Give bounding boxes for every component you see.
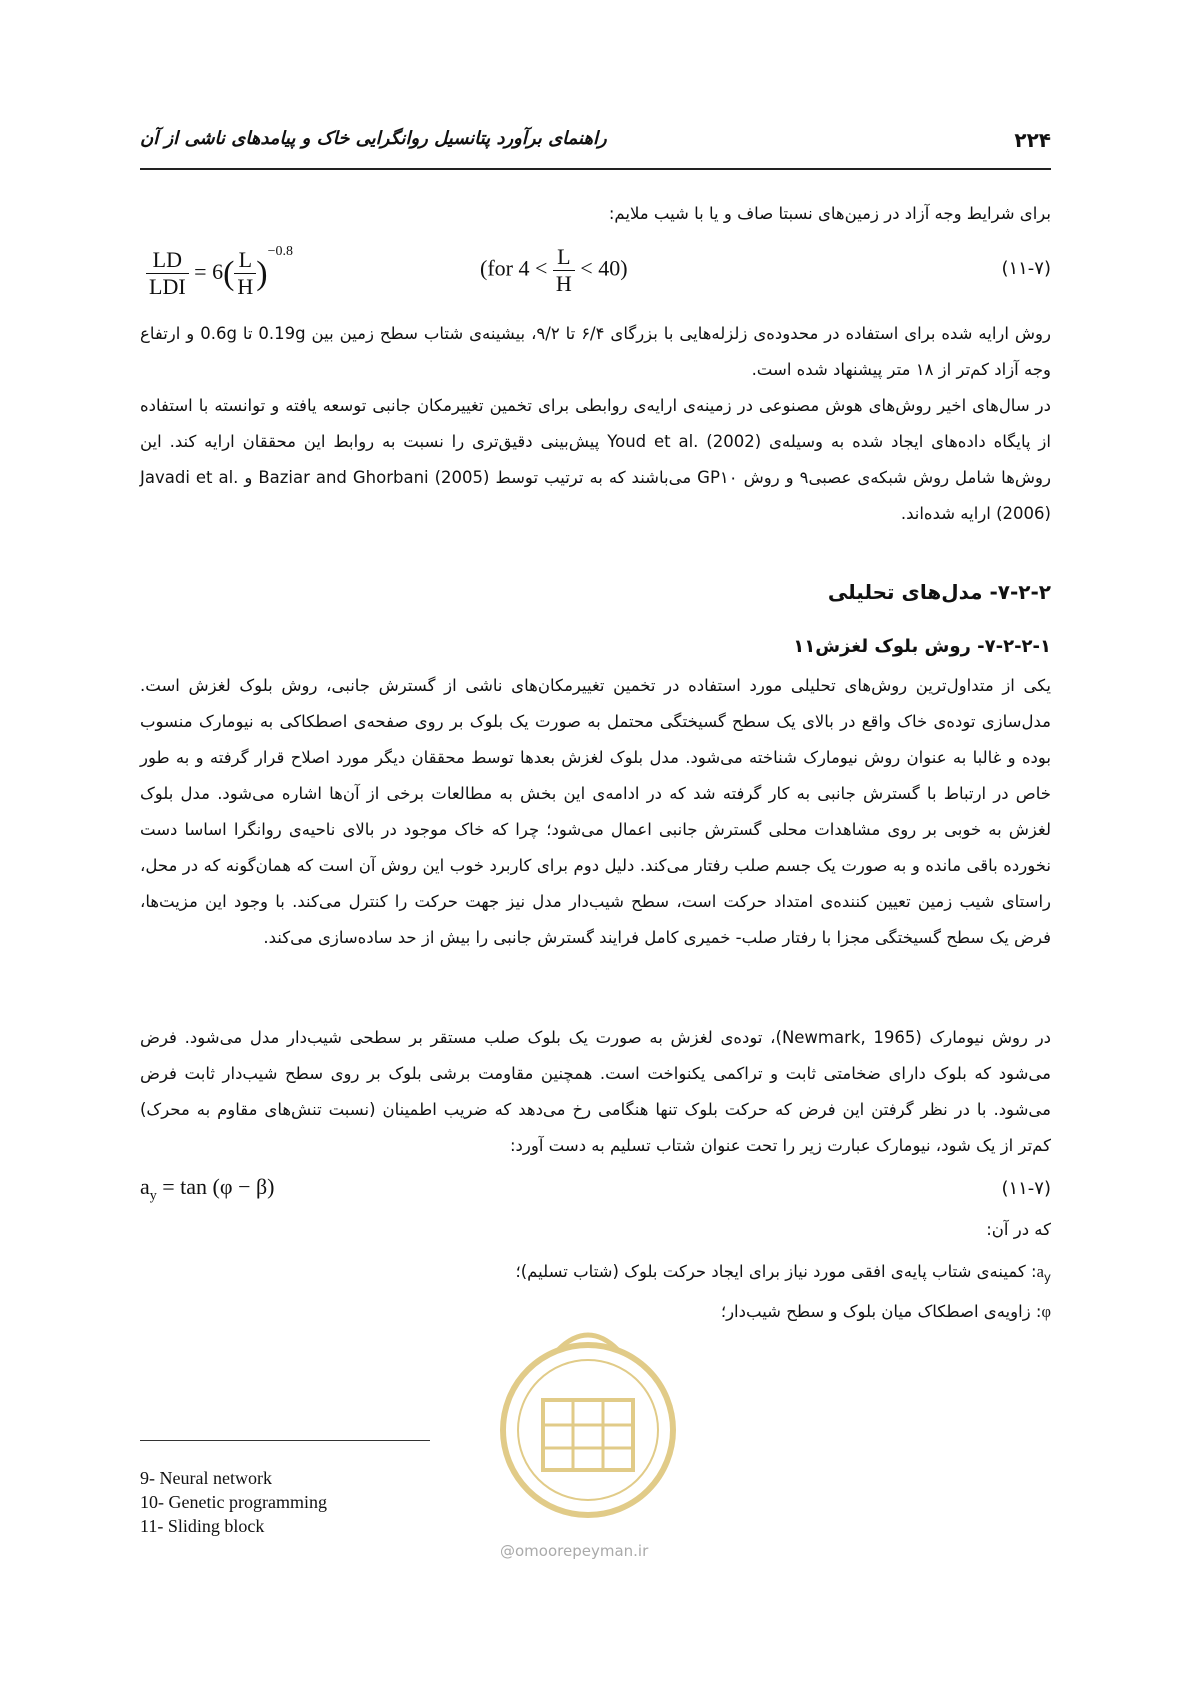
eq1-lhs: $\frac{LD}{\text{LDI}}$ xyxy=(146,247,189,300)
watermark-url: @omoorepeyman.ir xyxy=(500,1542,649,1560)
eq2-number: (۱۱-۷) xyxy=(1001,1178,1051,1199)
paragraph-2: در سال‌های اخیر روش‌های هوش مصنوعی در زمینه‌ی ارایه‌ی روابطی برای تخمین تغییرمکان جانبی توسعه یافته و توانسته با استفاده از پایگاه داده‌های ایجاد شده به وسیله‌ی Youd et al. (2002) پیش‌بینی دقیق‌تری را نسبت به روابط این محققان ارایه کند. این روش‌ها شامل روش شبکه‌ی عصبی۹ و روش GP۱۰ می‌باشند که به ترتیب توسط Baziar and Ghorbani (2005) و Javadi et al. (2006) ارایه شده‌اند. xyxy=(140,396,1051,523)
section-heading: ۷-۲-۲- مدل‌های تحلیلی xyxy=(827,580,1051,604)
eq1-inner: $\frac{L}{H}$ xyxy=(234,247,256,300)
header-divider xyxy=(140,168,1051,170)
running-title: راهنمای برآورد پتانسیل روانگرایی خاک و پیامدهای ناشی از آن xyxy=(140,128,607,149)
footnotes xyxy=(140,1466,327,1538)
paragraph-4: در روش نیومارک (Newmark, 1965)، توده‌ی لغزش به صورت یک بلوک صلب مستقر بر سطحی شیب‌دار مدل می‌شود. فرض می‌شود که بلوک دارای ضخامتی ثابت و تراکمی یکنواخت است. همچنین مقاومت برشی بلوک بر روی سطح شیب‌دار ثابت فرض می‌شود. با در نظر گرفتن این فرض که حرکت بلوک تنها هنگامی رخ می‌دهد که ضریب اطمینان (نسبت تنش‌های مقاوم به محرک) کم‌تر از یک شود، نیومارک عبارت زیر را تحت عنوان شتاب تسلیم به دست آورد: xyxy=(140,1028,1052,1155)
equation-2: $a_y = \tan (\varphi - \beta)$ (۱۱-۷) xyxy=(140,1174,1051,1204)
definition-ay: $a_y$: کمینه‌ی شتاب پایه‌ی افقی مورد نیاز برای ایجاد حرکت بلوک (شتاب تسلیم)؛ xyxy=(515,1262,1051,1285)
where-line: که در آن: xyxy=(986,1220,1051,1239)
footnote-item: 10- Genetic programming xyxy=(140,1492,327,1512)
paragraph-1: روش ارایه شده برای استفاده در محدوده‌ی زلزله‌هایی با بزرگای ۶/۴ تا ۹/۲، بیشینه‌ی شتاب سطح زمین بین 0.19g تا 0.6g و ارتفاع وجه آزاد کم‌تر از ۱۸ متر پیشنهاد شده است. xyxy=(140,324,1051,379)
eq1-number: (۱۱-۷) xyxy=(1001,258,1051,279)
definition-phi: φ: زاویه‌ی اصطکاک میان بلوک و سطح شیب‌دار؛ xyxy=(720,1302,1051,1321)
footnote-item: 9- Neural network xyxy=(140,1468,272,1488)
footnote-item: 11- Sliding block xyxy=(140,1516,265,1536)
page-header xyxy=(140,128,1051,168)
paragraph-3: یکی از متداول‌ترین روش‌های تحلیلی مورد استفاده در تخمین تغییرمکان‌های ناشی از گسترش جانبی، روش بلوک لغزش است. مدل‌سازی توده‌ی خاک واقع در بالای یک سطح گسیختگی محتمل به صورت یک بلوک بر روی صفحه‌ی اصطکاکی به نیومارک منسوب بوده و غالبا به عنوان روش نیومارک شناخته می‌شود. مدل بلوک لغزش بعدها توسط محققان دیگر مورد اصلاح قرار گرفته و به طور خاص در ارتباط با گسترش جانبی به کار گرفته شد که در ادامه‌ی این بخش به مطالعات برخی از آن‌ها اشاره می‌شود. مدل بلوک لغزش به خوبی بر روی مشاهدات محلی گسترش جانبی اعمال می‌شود؛ چرا که خاک موجود در بالای ناحیه‌ی روانگرا اساسا دست نخورده باقی مانده و به صورت یک جسم صلب رفتار می‌کند. دلیل دوم برای کاربرد خوب این روش آن است که همان‌گونه که در محل، راستای شیب زمین تعیین کننده‌ی امتداد حرکت است، سطح شیب‌دار مدل نیز جهت حرکت را کنترل می‌کند. با وجود این مزیت‌ها، فرض یک سطح گسیختگی مجزا با رفتار صلب- خمیری کامل فرایند گسترش جانبی را بیش از حد ساده‌سازی می‌کند. xyxy=(140,676,1051,947)
eq1-condition: (for 4 < $\frac{L}{H}$ < 40) xyxy=(480,244,628,296)
intro-line: برای شرایط وجه آزاد در زمین‌های نسبتا صاف و یا با شیب ملایم: xyxy=(608,204,1051,223)
page-number: ۲۲۴ xyxy=(1014,128,1051,152)
watermark-stamp xyxy=(488,1310,688,1540)
footnote-divider xyxy=(140,1440,430,1441)
subsection-heading: ۷-۲-۲-۱- روش بلوک لغزش۱۱ xyxy=(793,636,1051,657)
equation-1: $\frac{LD}{\text{LDI}}$ = 6( $\frac{L}{H}$ )$^{-0.8}$ (for 4 < $\frac{L}{H}$ < 40) (۱۱-۷) xyxy=(140,244,1051,304)
